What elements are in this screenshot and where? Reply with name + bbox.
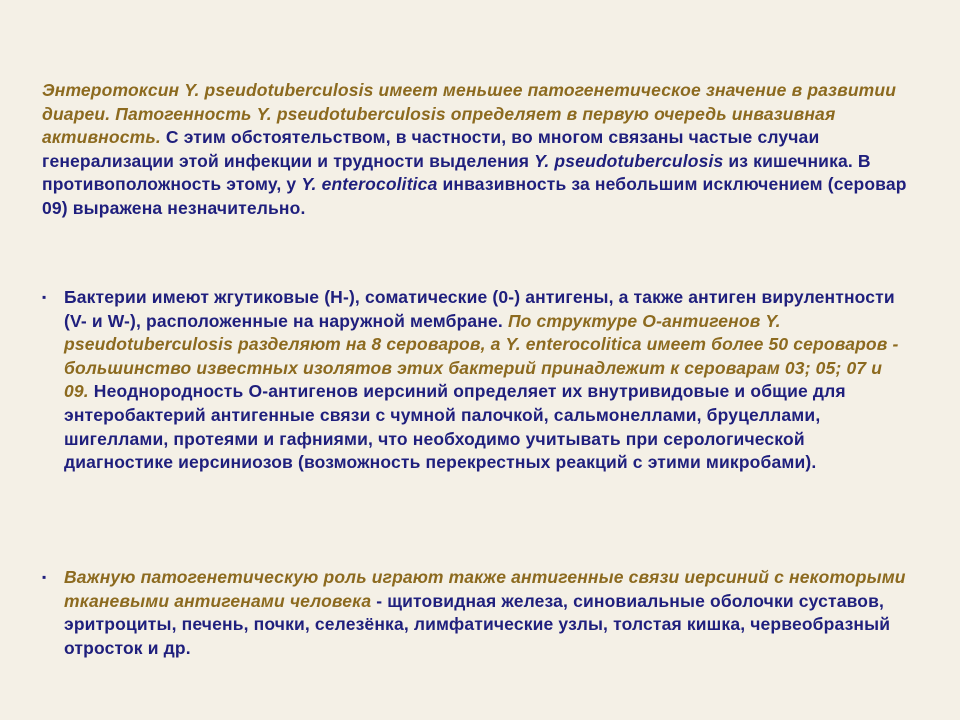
bullet-square-icon: ▪ — [42, 570, 47, 584]
intro-main-text-2: из кишечника. В противоположность этому, у — [42, 150, 871, 195]
intro-main-text — [42, 127, 907, 218]
bullet-main-text-1: - щитовидная железа, синовиальные оболочки суставов, эритроциты, печень, почки, селезёнка, лимфатические узлы, толстая кишка, червеобразный отросток и др. — [64, 590, 891, 658]
intro-species-2: Y. enterocolitica — [301, 174, 438, 195]
bullet-accent-text: Важную патогенетическую роль играют также антигенные связи иерсиний с некоторыми тканевыми антигенами человека — [64, 567, 906, 611]
bullet-square-icon: ▪ — [42, 290, 47, 304]
intro-main-text-1: С этим обстоятельством, в частности, во многом связаны частые случаи генерализации этой инфекции и трудности выделения — [42, 127, 820, 171]
bullet-accent-text: По структуре О-антигенов Y. pseudotuberculosis разделяют на 8 сероваров, а Y. enterocolitica имеет более 50 сероваров - большинство известных изолятов этих бактерий принадлежит к сероварам 03; 05; 07 и 09. — [64, 310, 899, 402]
intro-accent-text: Энтеротоксин Y. pseudotuberculosis имеет меньшее патогенетическое значение в развитии диареи. Патогенность Y. pseudotuberculosis определяет в первую очередь инвазивная активность. — [42, 80, 897, 148]
intro-species-1: Y. pseudotuberculosis — [534, 150, 724, 171]
bullet-main-text-1: Бактерии имеют жгутиковые (Н-), соматические (0-) антигены, а также антиген вирулентности (V- и W-), расположенные на наружной мембране. — [64, 287, 895, 331]
bullet-main-text-2: Неоднородность О-антигенов иерсиний определяет их внутривидовые и общие для энтеробактерий антигенные связи с чумной палочкой, сальмонеллами, бруцеллами, шигеллами, протеями и гафниями, что необходимо учитывать при серологической диагностике иерсиниозов (возможность перекрестных реакций с этими микробами). — [64, 381, 846, 473]
bullet-paragraph-antigens — [42, 286, 922, 475]
intro-main-text-3: инвазивность за небольшим исключением (серовар 09) выражена незначительно. — [42, 174, 907, 218]
bullet-text — [64, 286, 909, 475]
bullet-paragraph-tissue-antigens — [42, 566, 922, 660]
intro-paragraph — [42, 79, 914, 221]
bullet-text — [64, 566, 909, 660]
